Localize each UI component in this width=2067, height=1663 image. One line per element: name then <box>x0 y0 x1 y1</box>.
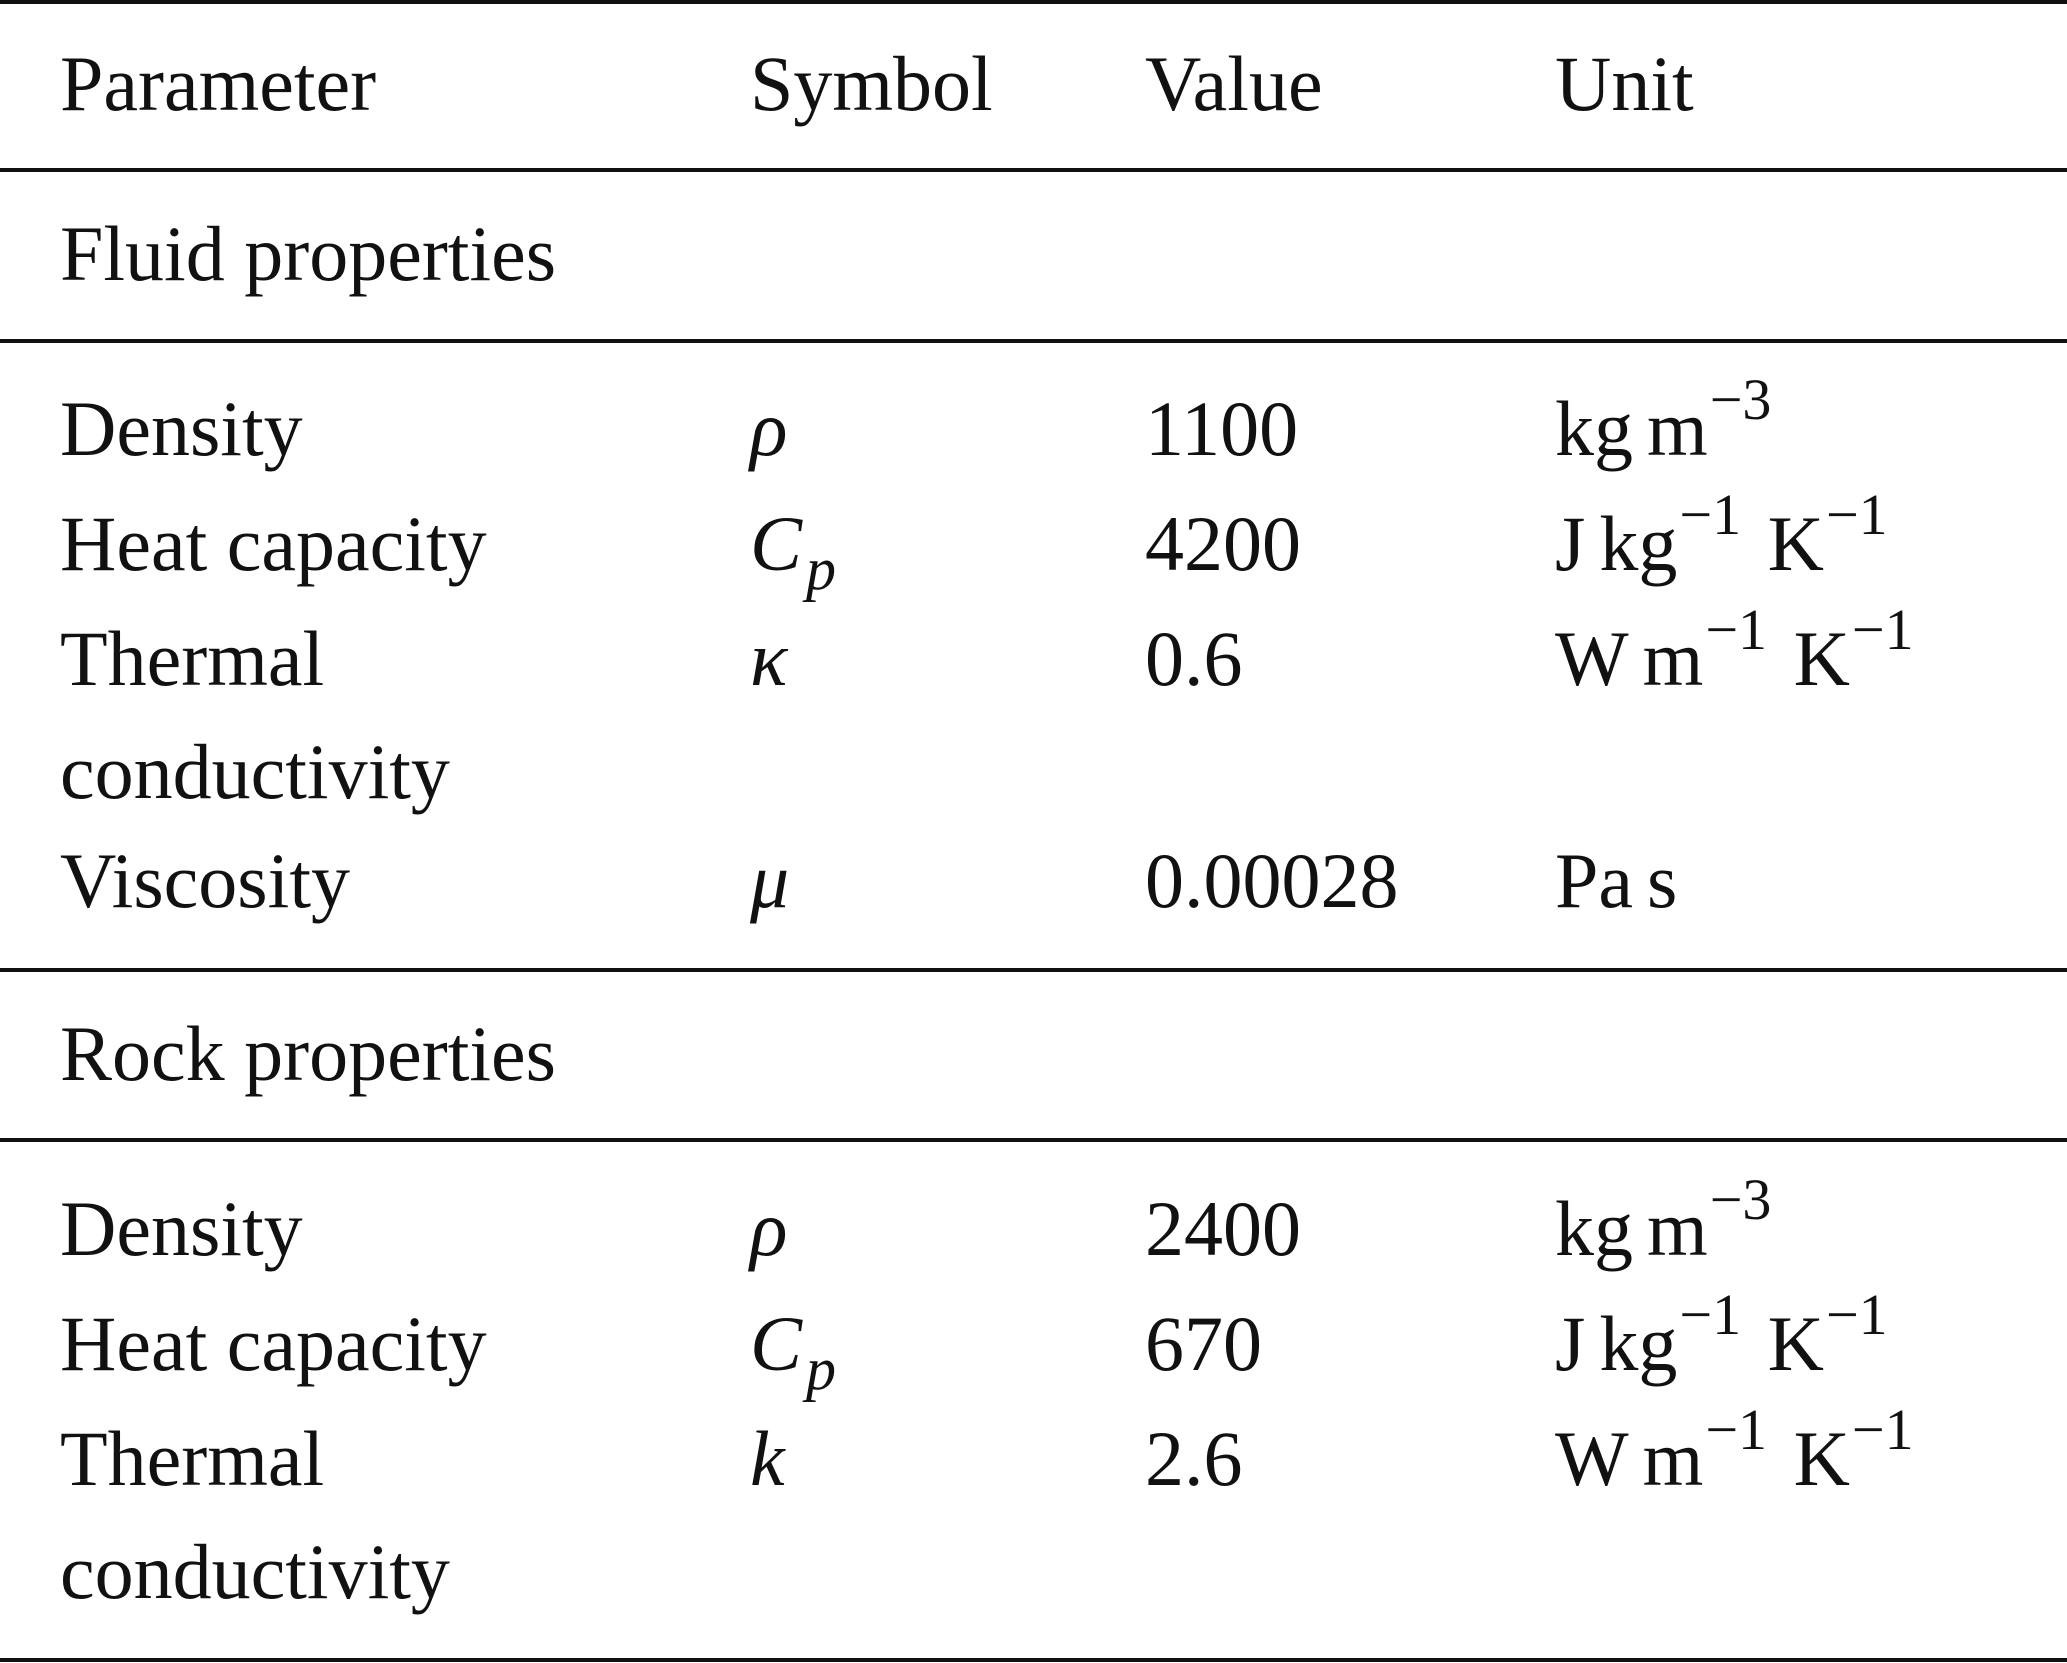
unit-exponent: −1 <box>1851 1397 1914 1463</box>
unit-exponent: −1 <box>1705 597 1768 663</box>
unit-cell <box>1555 1282 1888 1387</box>
unit-exponent: −3 <box>1709 367 1772 433</box>
unit-base: J <box>1555 1300 1586 1387</box>
symbol-main: k <box>750 1415 785 1502</box>
unit-cell <box>1555 482 1888 587</box>
unit-base: K <box>1767 500 1824 587</box>
unit-cell <box>1555 1167 1772 1272</box>
value-cell: 0.00028 <box>1145 837 1399 924</box>
symbol-cell <box>750 615 788 702</box>
parameter-cell-line1: Thermal <box>60 615 325 702</box>
header-rule <box>0 168 2067 172</box>
header-unit: Unit <box>1555 40 1694 127</box>
parameter-cell: Density <box>60 385 303 472</box>
unit-cell <box>1555 367 1772 472</box>
section-title-rock: Rock properties <box>60 1010 557 1097</box>
fluid-section-rule <box>0 339 2067 343</box>
unit-base: s <box>1647 837 1678 924</box>
fluid-end-rule <box>0 968 2067 972</box>
unit-base: kg <box>1599 500 1678 587</box>
symbol-cell <box>750 500 837 603</box>
parameter-cell: Heat capacity <box>60 1300 487 1387</box>
unit-exponent: −3 <box>1709 1167 1772 1233</box>
unit-cell <box>1555 597 1914 702</box>
section-title-fluid: Fluid properties <box>60 210 557 297</box>
unit-base: K <box>1767 1300 1824 1387</box>
value-cell: 2.6 <box>1145 1415 1243 1502</box>
unit-exponent: −1 <box>1825 1282 1888 1348</box>
symbol-cell <box>750 1300 837 1403</box>
value-cell: 1100 <box>1145 385 1299 472</box>
symbol-main: μ <box>750 837 790 924</box>
unit-exponent: −1 <box>1851 597 1914 663</box>
symbol-cell <box>750 1185 788 1272</box>
value-cell: 670 <box>1145 1300 1262 1387</box>
parameter-cell-line2: conductivity <box>60 1528 450 1615</box>
parameter-cell-line1: Thermal <box>60 1415 325 1502</box>
unit-exponent: −1 <box>1705 1397 1768 1463</box>
parameter-cell: Density <box>60 1185 303 1272</box>
header-symbol: Symbol <box>750 40 993 127</box>
unit-cell <box>1555 1397 1914 1502</box>
symbol-cell <box>750 385 788 472</box>
parameter-cell: Viscosity <box>60 837 350 924</box>
top-rule <box>0 0 2067 4</box>
unit-exponent: −1 <box>1679 1282 1742 1348</box>
value-cell: 0.6 <box>1145 615 1243 702</box>
parameter-cell: Heat capacity <box>60 500 487 587</box>
value-cell: 4200 <box>1145 500 1301 587</box>
header-parameter: Parameter <box>60 40 377 127</box>
symbol-main: ρ <box>750 385 788 472</box>
unit-base: m <box>1642 1415 1704 1502</box>
symbol-main: κ <box>750 615 788 702</box>
header-value: Value <box>1145 40 1323 127</box>
value-cell: 2400 <box>1145 1185 1301 1272</box>
symbol-main: C <box>750 1300 803 1387</box>
unit-base: Pa <box>1555 837 1633 924</box>
unit-base: W <box>1555 615 1629 702</box>
rock-section-rule <box>0 1138 2067 1142</box>
unit-cell <box>1555 837 1678 924</box>
bottom-rule <box>0 1658 2067 1662</box>
symbol-cell <box>750 1415 785 1502</box>
unit-base: K <box>1793 615 1850 702</box>
symbol-cell <box>750 837 790 924</box>
parameter-cell-line2: conductivity <box>60 728 450 815</box>
unit-base: kg <box>1599 1300 1678 1387</box>
symbol-subscript: p <box>806 1336 837 1403</box>
unit-exponent: −1 <box>1825 482 1888 548</box>
symbol-main: C <box>750 500 803 587</box>
symbol-main: ρ <box>750 1185 788 1272</box>
symbol-subscript: p <box>806 536 837 603</box>
unit-base: kg <box>1555 1185 1633 1272</box>
unit-base: J <box>1555 500 1586 587</box>
unit-base: m <box>1647 385 1708 472</box>
unit-exponent: −1 <box>1679 482 1742 548</box>
unit-base: K <box>1793 1415 1850 1502</box>
unit-base: m <box>1642 615 1704 702</box>
unit-base: m <box>1647 1185 1708 1272</box>
unit-base: W <box>1555 1415 1629 1502</box>
unit-base: kg <box>1555 385 1633 472</box>
